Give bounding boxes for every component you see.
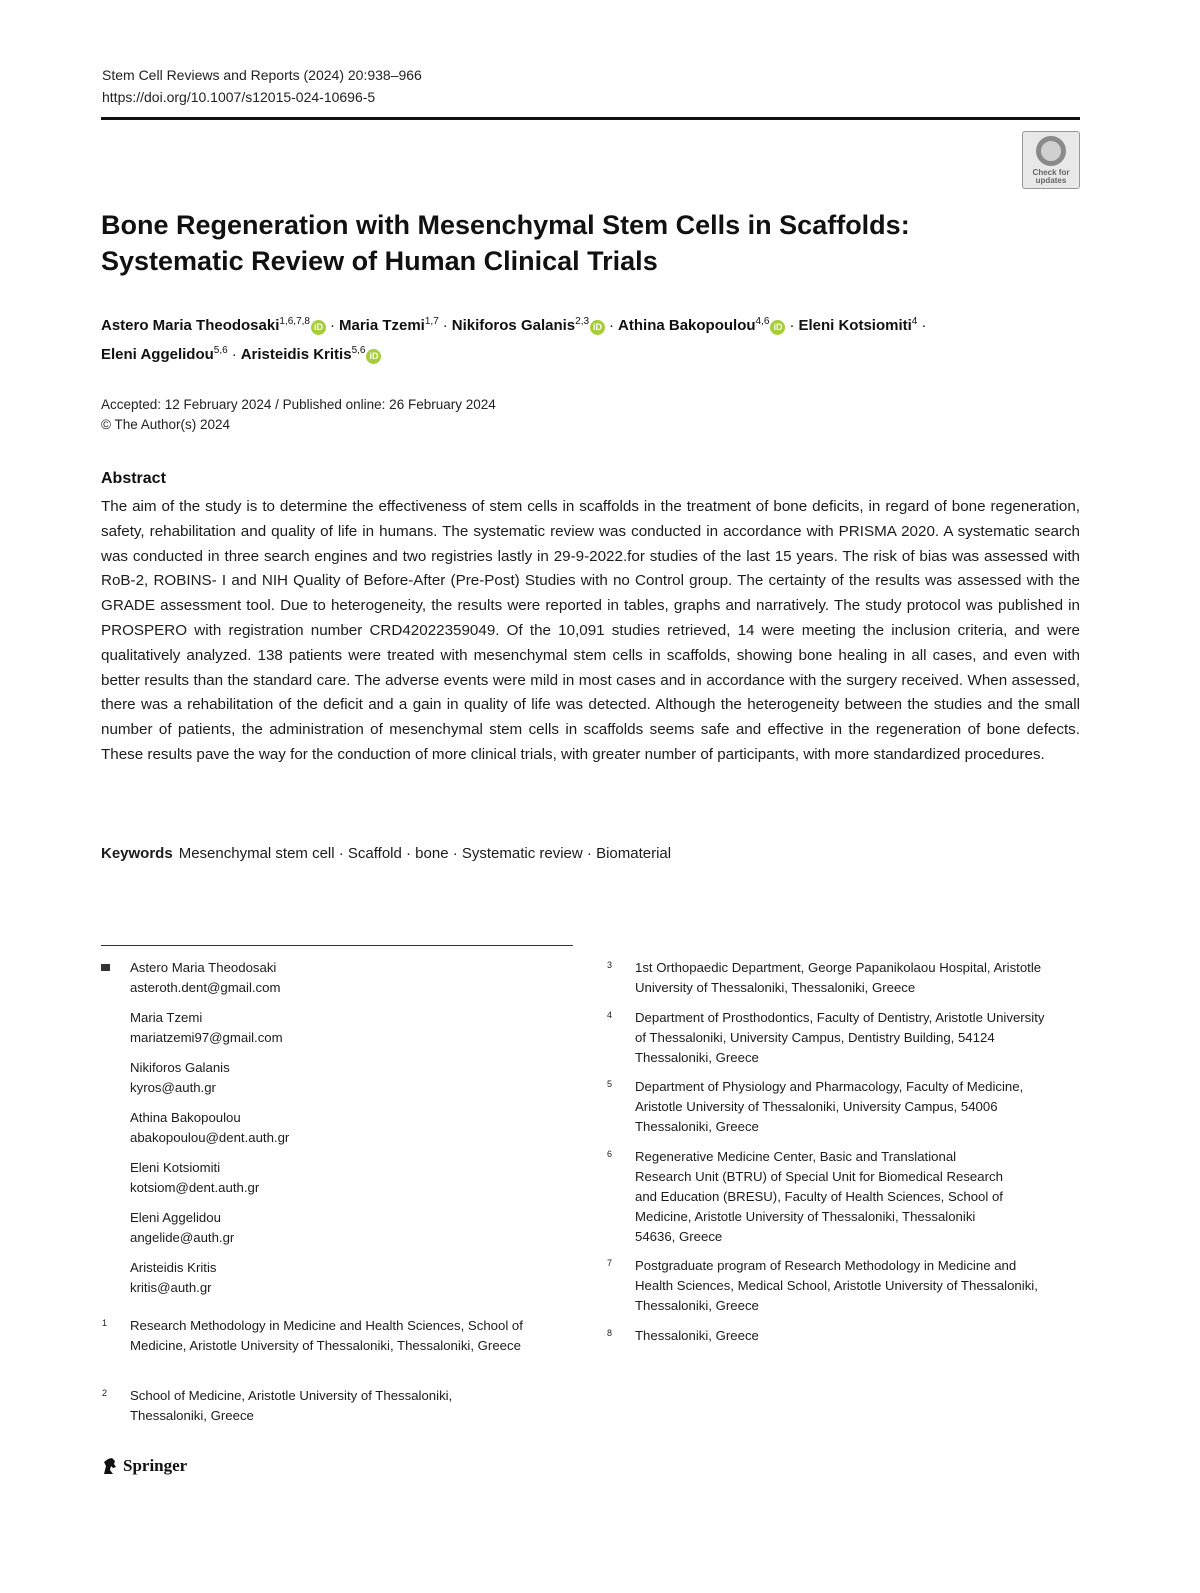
affiliation-number: 7 (607, 1258, 613, 1268)
contact-entry (130, 1208, 570, 1248)
affiliation (607, 1077, 1055, 1137)
contact-name: Eleni Aggelidou (130, 1210, 221, 1225)
affiliation-text: Regenerative Medicine Center, Basic and Translational Research Unit (BTRU) of Special Unit for Biomedical Research and Education (BRESU), Faculty of Health Sciences, School of Medicine, Aristotle University of Thessaloniki, Thessaloniki 54636, Greece (635, 1149, 1003, 1244)
affiliation-number: 4 (607, 1010, 613, 1020)
contact-name: Maria Tzemi (130, 1010, 203, 1025)
affiliation-text: Thessaloniki, Greece (635, 1328, 759, 1343)
author[interactable]: Eleni Aggelidou$^{5,6}$ (101, 345, 228, 363)
author-affiliation-marks: 5,6 (213, 345, 228, 356)
contact-entry (130, 1058, 570, 1098)
author-affiliation-marks: 4,6 (755, 316, 770, 327)
header-rule (101, 117, 1080, 120)
orcid-icon[interactable]: iD (590, 320, 605, 335)
contact-email[interactable]: mariatzemi97@gmail.com (130, 1030, 283, 1045)
contact-entry (130, 1008, 570, 1048)
contact-entry (130, 958, 570, 998)
journal-citation: Stem Cell Reviews and Reports (2024) 20:938–966 (102, 67, 422, 83)
affiliation-text: 1st Orthopaedic Department, George Papanikolaou Hospital, Aristotle University of Thessaloniki, Thessaloniki, Greece (635, 960, 1042, 995)
publisher-name: Springer (123, 1456, 188, 1475)
article-title (101, 207, 1061, 279)
title-line-1: Bone Regeneration with Mesenchymal Stem Cells in Scaffolds: (101, 210, 910, 240)
orcid-icon[interactable]: iD (366, 349, 381, 364)
contact-email[interactable]: asteroth.dent@gmail.com (130, 980, 281, 995)
author-affiliation-marks: 1,7 (424, 316, 439, 327)
author[interactable]: Maria Tzemi$^{1,7}$ (338, 316, 439, 334)
affiliation (607, 1147, 1015, 1247)
author-contacts (130, 958, 570, 1308)
envelope-icon (101, 964, 110, 971)
author[interactable]: Astero Maria Theodosaki$^{1,6,7,8}$ iD (101, 317, 326, 334)
author[interactable]: Athina Bakopoulou$^{4,6}$ iD (618, 317, 785, 334)
keywords-label: Keywords (101, 845, 173, 862)
check-for-updates-label: Check for updates (1032, 168, 1070, 185)
author[interactable]: Nikiforos Galanis$^{2,3}$ iD (452, 317, 605, 334)
author-list: Astero Maria Theodosaki$^{1,6,7,8}$ iD · Maria Tzemi$^{1,7}$ · Nikiforos Galanis$^{2,3}$ iD · Athina Bakopoulou$^{4,6}$ iD · Eleni Kotsiomiti$^4$ · Eleni Aggelidou$^{5,6}$ · Aristeidis Kritis$^{5,6}$ iD (101, 316, 927, 363)
affiliation-number: 8 (607, 1328, 613, 1338)
affiliation-text: Department of Physiology and Pharmacology, Faculty of Medicine, Aristotle University of Thessaloniki, University Campus, 54006 Thessaloniki, Greece (635, 1079, 1024, 1134)
contact-name: Aristeidis Kritis (130, 1260, 217, 1275)
journal-header (102, 64, 422, 108)
publisher-logo (101, 1456, 187, 1476)
affiliation-number: 6 (607, 1149, 613, 1159)
contact-email[interactable]: kotsiom@dent.auth.gr (130, 1180, 260, 1195)
publication-dates (101, 395, 496, 435)
contact-name: Nikiforos Galanis (130, 1060, 230, 1075)
contact-email[interactable]: angelide@auth.gr (130, 1230, 235, 1245)
author-affiliation-marks: 1,6,7,8 (279, 316, 310, 327)
abstract-text: The aim of the study is to determine the effectiveness of stem cells in scaffolds in the treatment of bone deficits, in regard of bone regeneration, safety, rehabilitation and quality of life in humans. The systematic review was conducted in accordance with PRISMA 2020. A systematic search was conducted in three search engines and two registries lastly in 29-9-2022.for studies of the last 15 years. The risk of bias was assessed with RoB-2, ROBINS- I and NIH Quality of Before-After (Pre-Post) Studies with no Control group. The certainty of the results was assessed with the GRADE assessment tool. Due to heterogeneity, the results were reported in tables, graphs and narratively. The study protocol was published in PROSPERO with registration number CRD42022359049. Of the 10,091 studies retrieved, 14 were meeting the inclusion criteria, and were qualitatively analyzed. 138 patients were treated with mesenchymal stem cells in scaffolds, showing bone healing in all cases, and even with better results than the standard care. The adverse events were mild in most cases and in accordance with the surgery received. When assessed, there was a rehabilitation of the deficit and a gain in quality of life was detected. Although the heterogeneity between the studies and the small number of patients, the administration of mesenchymal stem cells in scaffolds seems safe and effective in the regeneration of bone defects. These results pave the way for the conduction of more clinical trials, with greater number of participants, with more standardized procedures. (101, 498, 1080, 763)
author[interactable]: Eleni Kotsiomiti$^4$ (798, 316, 918, 334)
contact-name: Athina Bakopoulou (130, 1110, 241, 1125)
keywords-list: Mesenchymal stem cell · Scaffold · bone · Systematic review · Biomaterial (178, 845, 672, 862)
copyright-line: © The Author(s) 2024 (101, 417, 231, 432)
contact-email[interactable]: abakopoulou@dent.auth.gr (130, 1130, 290, 1145)
affiliation-text: School of Medicine, Aristotle University of Thessaloniki, Thessaloniki, Greece (130, 1388, 453, 1423)
affiliation-text: Department of Prosthodontics, Faculty of Dentistry, Aristotle University of Thessaloniki, University Campus, Dentistry Building, 54124 Thessaloniki, Greece (635, 1010, 1045, 1065)
author[interactable]: Aristeidis Kritis$^{5,6}$ iD (241, 346, 382, 363)
author-affiliation-marks: 4 (911, 316, 918, 327)
contact-email[interactable]: kyros@auth.gr (130, 1080, 216, 1095)
affiliation-text: Research Methodology in Medicine and Health Sciences, School of Medicine, Aristotle University of Thessaloniki, Thessaloniki, Greece (130, 1318, 523, 1353)
contact-entry (130, 1108, 570, 1148)
affiliation-number: 2 (102, 1388, 108, 1398)
affiliation (607, 1008, 1055, 1068)
affiliation (607, 1256, 1055, 1316)
check-for-updates-badge[interactable] (1022, 131, 1080, 189)
footnote-rule (101, 945, 573, 946)
affiliation (102, 1316, 530, 1356)
affiliation (607, 1326, 1055, 1346)
author-affiliation-marks: 2,3 (575, 316, 590, 327)
contact-name: Astero Maria Theodosaki (130, 960, 277, 975)
affiliation-text: Postgraduate program of Research Methodology in Medicine and Health Sciences, Medical School, Aristotle University of Thessaloniki, Thessaloniki, Greece (635, 1258, 1038, 1313)
contact-entry (130, 1158, 570, 1198)
affiliation (607, 958, 1055, 998)
abstract-heading: Abstract (101, 470, 166, 487)
accepted-published-line: Accepted: 12 February 2024 / Published online: 26 February 2024 (101, 397, 496, 412)
contact-entry (130, 1258, 570, 1298)
doi-link[interactable]: https://doi.org/10.1007/s12015-024-10696-5 (102, 89, 376, 105)
affiliation-number: 3 (607, 960, 613, 970)
contact-name: Eleni Kotsiomiti (130, 1160, 221, 1175)
springer-horse-icon (101, 1456, 119, 1476)
affiliation (102, 1386, 530, 1426)
keywords (101, 843, 1080, 865)
orcid-icon[interactable]: iD (770, 320, 785, 335)
author-affiliation-marks: 5,6 (351, 345, 366, 356)
crossmark-icon (1036, 136, 1066, 166)
contact-email[interactable]: kritis@auth.gr (130, 1280, 212, 1295)
title-line-2: Systematic Review of Human Clinical Trials (101, 246, 658, 276)
affiliation-number: 1 (102, 1318, 108, 1328)
affiliation-number: 5 (607, 1079, 613, 1089)
orcid-icon[interactable]: iD (311, 320, 326, 335)
